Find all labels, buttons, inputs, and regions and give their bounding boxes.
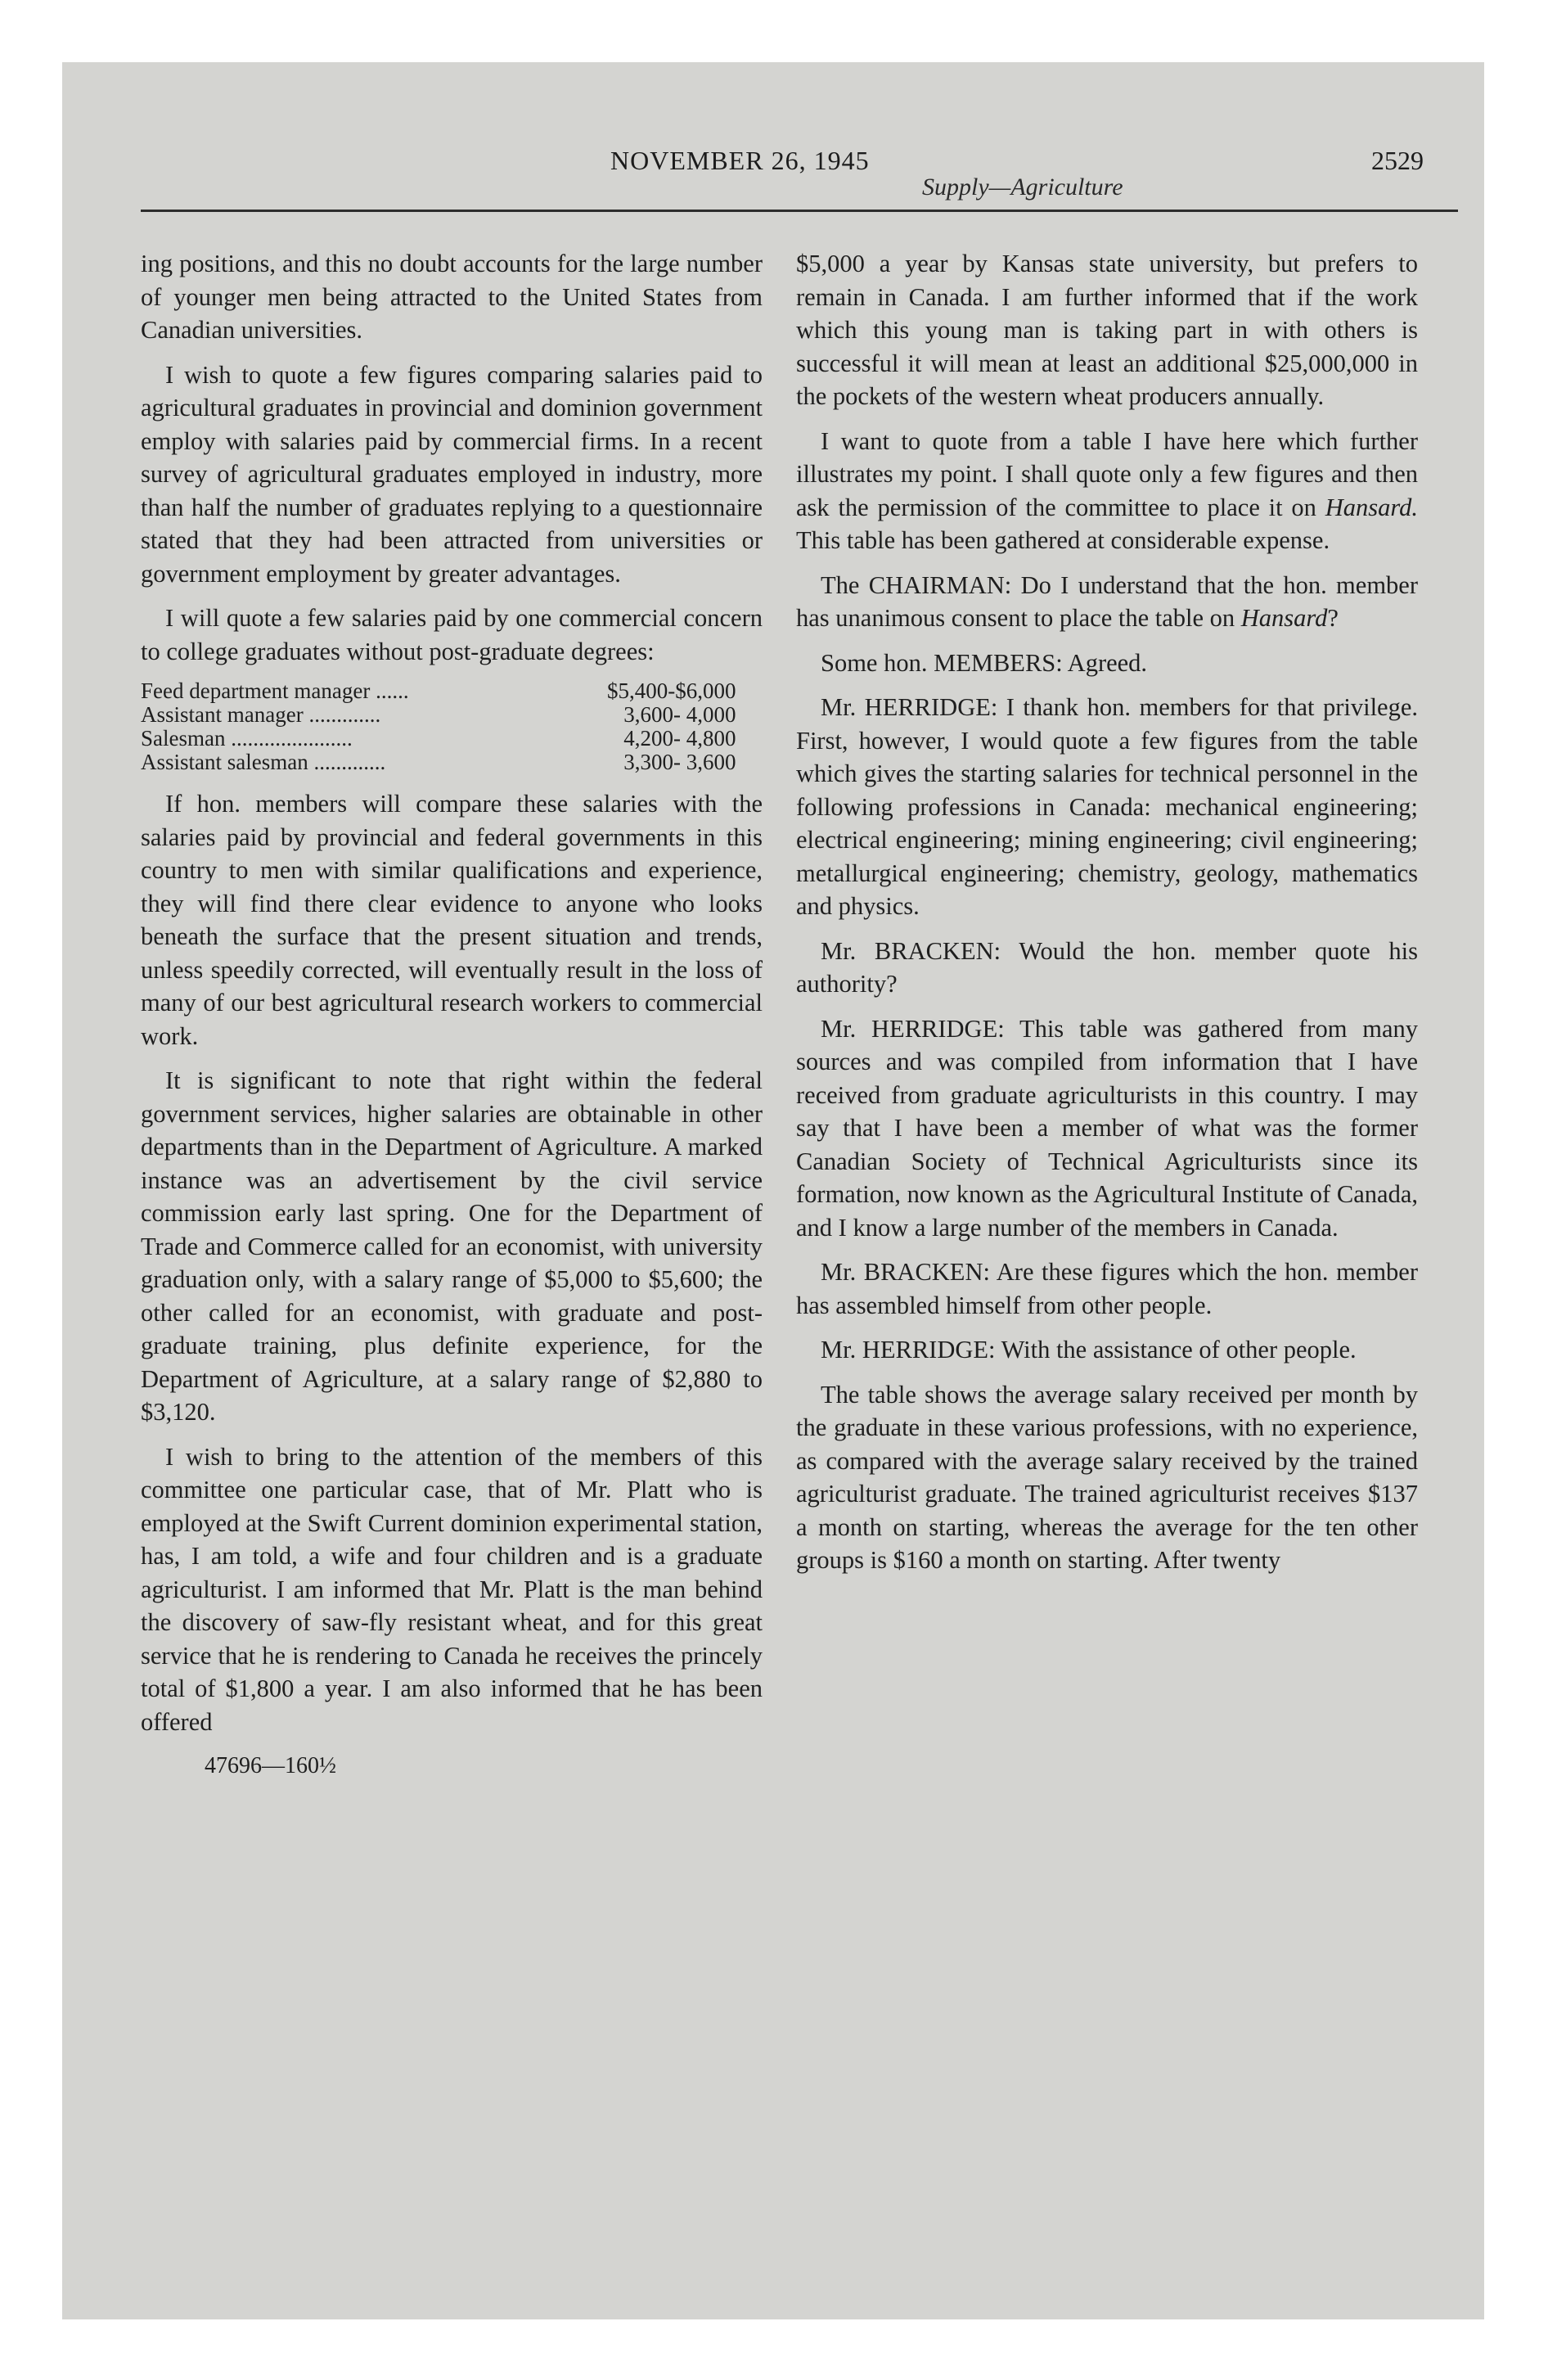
position-cell: Assistant salesman ............. (141, 750, 386, 774)
paragraph: $5,000 a year by Kansas state university, but prefers to remain in Canada. I am further informed that if the work which this young man is taking part in with others is successful it will mean at least an additional $25,000,000 in the pockets of the western wheat producers annually. (796, 250, 1418, 410)
paragraph: Mr. HERRIDGE: I thank hon. members for that privilege. First, however, I would quote a few figures from the table which gives the starting salaries for technical personnel in the following professions in Canada: mechanical engineering; electrical engineering; mining engineering; civil engineering; metallurgical engineering; chemistry, geology, mathematics and physics. (796, 693, 1418, 920)
table-row (141, 727, 736, 751)
paragraph: Mr. HERRIDGE: This table was gathered from many sources and was compiled from information that I have received from graduate agriculturists in this country. I may say that I have been a member of what was the former Canadian Society of Technical Agriculturists since its formation, now known as the Agricultural Institute of Canada, and I know a large number of the members in Canada. (796, 1014, 1418, 1242)
position-cell: Feed department manager ...... (141, 678, 409, 703)
right-column (796, 247, 1418, 1589)
paragraph: I wish to bring to the attention of the members of this committee one particular case, that of Mr. Platt who is employed at the Swift Current dominion experimental station, has, I am told, a wife and four children and is a graduate agriculturist. I am informed that Mr. Platt is the man behind the discovery of saw-fly resistant wheat, and for this great service that he is rendering to Canada he receives the princely total of $1,800 a year. I am also informed that he has been offered (141, 1442, 763, 1736)
header-date: NOVEMBER 26, 1945 (610, 146, 870, 175)
hansard-italic: Hansard (1240, 604, 1328, 632)
scanned-page (62, 62, 1484, 2319)
paragraph: It is significant to note that right within the federal government services, higher salaries are obtainable in other departments than in the Department of Agriculture. A marked instance was an advertisement by the civil service commission early last spring. One for the Department of Trade and Commerce called for an economist, with university graduation only, with a salary range of $5,000 to $5,600; the other called for an economist, with graduate and post-graduate training, plus definite experience, for the Department of Agriculture, at a salary range of $2,880 to $3,120. (141, 1066, 763, 1426)
text-run: The CHAIRMAN: Do I understand that the hon. member has unanimous consent to place the table on (796, 570, 1418, 632)
position-cell: Assistant manager ............. (141, 702, 381, 727)
hansard-italic: Hansard. (1325, 493, 1418, 521)
paragraph (796, 425, 1418, 557)
table-row (141, 679, 736, 703)
salary-range-cell: $5,400-$6,000 (607, 678, 736, 703)
page-number: 2529 (1371, 146, 1424, 175)
reference-number: 47696—160½ (205, 1753, 336, 1778)
paragraph: Mr. BRACKEN: Would the hon. member quote his authority? (796, 936, 1418, 998)
paragraph: Mr. BRACKEN: Are these figures which the hon. member has assembled himself from other people. (796, 1258, 1418, 1319)
salary-range-cell: 3,300- 3,600 (623, 750, 736, 774)
paragraph: Mr. HERRIDGE: With the assistance of other people. (821, 1336, 1357, 1364)
header-rule (141, 210, 1458, 212)
salary-table (141, 679, 736, 774)
text-run: This table has been gathered at considerable expense. (796, 526, 1330, 554)
paragraph: I wish to quote a few figures comparing salaries paid to agricultural graduates in provincial and dominion government employ with salaries paid by commercial firms. In a recent survey of agricultural graduates employed in industry, more than half the number of graduates replying to a questionnaire stated that they had been attracted from universities or government employment by greater advantages. (141, 360, 763, 588)
table-row (141, 751, 736, 774)
paragraph: ing positions, and this no doubt accounts for the large number of younger men being attracted to the United States from Canadian universities. (141, 250, 763, 344)
left-column (141, 247, 763, 1783)
paragraph: I will quote a few salaries paid by one commercial concern to college graduates without post-graduate degrees: (141, 604, 763, 665)
salary-range-cell: 4,200- 4,800 (623, 726, 736, 751)
text-run: I want to quote from a table I have here which further illustrates my point. I shall quote only a few figures and then ask the permission of the committee to place it on (796, 426, 1418, 521)
paragraph: If hon. members will compare these salaries with the salaries paid by provincial and federal governments in this country to men with similar qualifications and experience, they will find there clear evidence to anyone who looks beneath the surface that the present situation and trends, unless speedily corrected, will eventually result in the loss of many of our best agricultural research workers to commercial work. (141, 790, 763, 1050)
salary-range-cell: 3,600- 4,000 (623, 702, 736, 727)
paragraph: The table shows the average salary received per month by the graduate in these various professions, with no experience, as compared with the average salary received by the trained agriculturist graduate. The trained agriculturist receives $137 a month on starting, whereas the average for the ten other groups is $160 a month on starting. After twenty (796, 1380, 1418, 1574)
paragraph (796, 569, 1418, 635)
position-cell: Salesman ...................... (141, 726, 353, 751)
text-run: ? (1327, 604, 1339, 632)
table-row (141, 703, 736, 727)
page-header (62, 62, 1484, 226)
paragraph: Some hon. MEMBERS: Agreed. (821, 648, 1148, 677)
section-title: Supply—Agriculture (922, 174, 1123, 201)
